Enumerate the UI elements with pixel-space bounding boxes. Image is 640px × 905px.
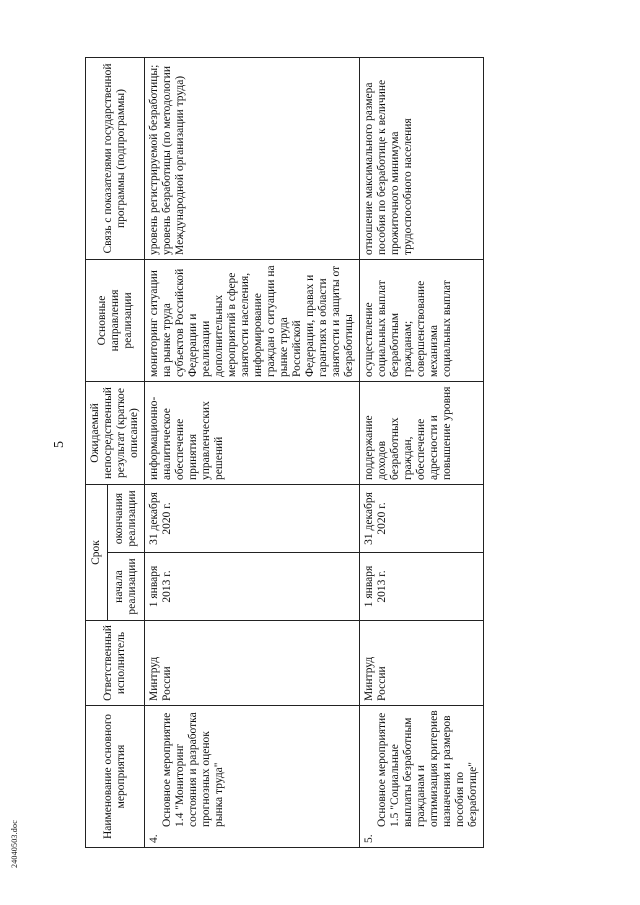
header-term: Срок	[86, 484, 108, 620]
header-term-start: начала реализации	[108, 553, 145, 621]
row-executor: Минтруд России	[360, 621, 484, 706]
row-link: отношение максимального размера пособия по безработице к величине прожиточного минимума трудоспособного населения	[360, 57, 484, 259]
row-directions: мониторинг ситуации на рынке труда субъектов Российской Федерации и реализации дополнительных мероприятий в сфере занятости населения, информирование граждан о ситуации на рынке труда Российской Федерации, правах и гарантиях в области занятости и защиты от безработицы	[145, 259, 360, 381]
row-name: Основное мероприятие 1.5 "Социальные выплаты безработным гражданам и оптимизация критериев назначения и размеров пособия по безработице"	[376, 710, 479, 827]
row-start: 1 января 2013 г.	[360, 553, 484, 621]
row-link: уровень регистрируемой безработицы; уровень безработицы (по методологии Международной организации труда)	[145, 57, 360, 259]
header-executor: Ответственный исполнитель	[86, 621, 145, 706]
row-name-cell	[145, 706, 360, 848]
row-result: информационно-аналитическое обеспечение принятия управленческих решений	[145, 381, 360, 484]
header-directions: Основные направления реализации	[86, 259, 145, 381]
row-number: 5.	[363, 834, 375, 843]
header-result: Ожидаемый непосредственный результат (краткое описание)	[86, 381, 145, 484]
header-term-end: окончания реализации	[108, 484, 145, 552]
row-end: 31 декабря 2020 г.	[360, 484, 484, 552]
document-code: 24040503.doc	[10, 820, 19, 868]
page-number: 5	[52, 441, 67, 448]
row-start: 1 января 2013 г.	[145, 553, 360, 621]
measures-table	[85, 57, 484, 848]
row-number: 4.	[148, 834, 160, 843]
row-executor: Минтруд России	[145, 621, 360, 706]
row-name: Основное мероприятие 1.4 "Мониторинг состояния и разработка прогнозных оценок рынка труда"	[161, 712, 225, 827]
row-result: поддержание доходов безработных граждан, обеспечение адресности и повышение уровня	[360, 381, 484, 484]
table-row	[360, 57, 484, 847]
row-end: 31 декабря 2020 г.	[145, 484, 360, 552]
header-link: Связь с показателями государственной программы (подпрограммы)	[86, 57, 145, 259]
row-directions: осуществление социальных выплат безработным гражданам; совершенствование механизма социальных выплат	[360, 259, 484, 381]
table-header-row	[86, 57, 108, 847]
table-row	[145, 57, 360, 847]
rotated-page	[85, 58, 545, 848]
header-name: Наименование основного мероприятия	[86, 706, 145, 848]
row-name-cell	[360, 706, 484, 848]
